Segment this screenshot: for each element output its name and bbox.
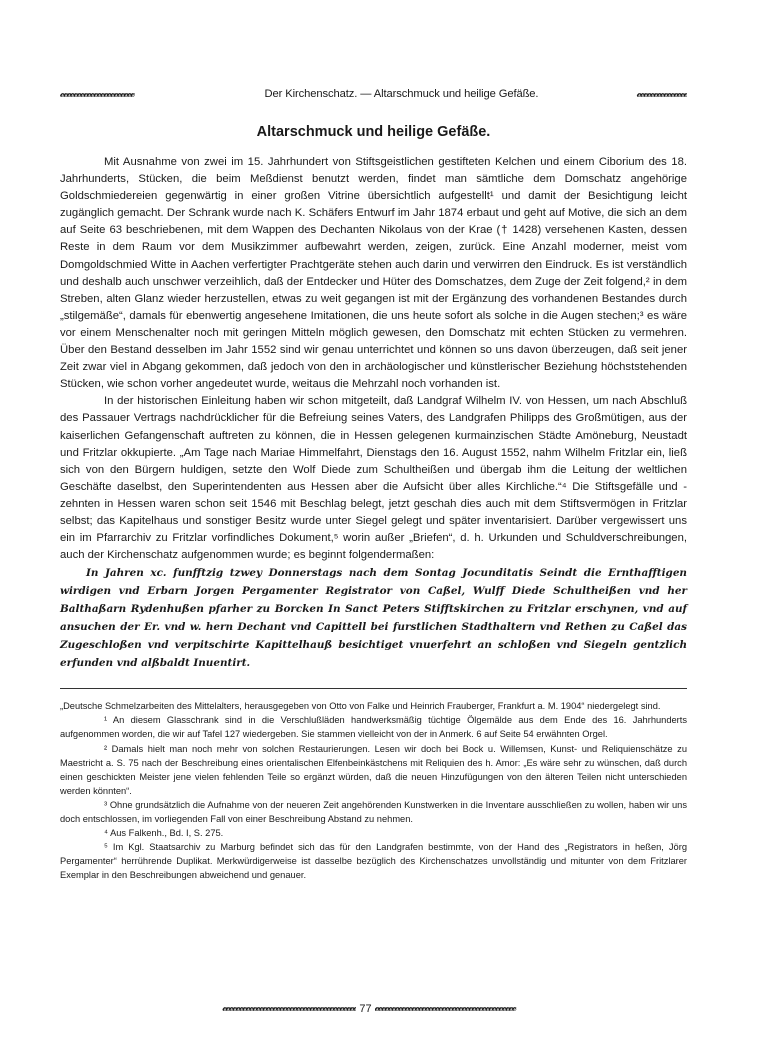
- footnote: „Deutsche Schmelzarbeiten des Mittelalters, herausgegeben von Otto von Falke und Heinrich Frauberger, Frankfurt a. M. 1904“ niedergelegt sind.: [60, 701, 661, 712]
- footer-ornament-left: 𝓮𝓮𝓮𝓮𝓮𝓮𝓮𝓮𝓮𝓮𝓮𝓮𝓮𝓮𝓮𝓮𝓮𝓮𝓮𝓮𝓮𝓮𝓮𝓮𝓮𝓮𝓮𝓮𝓮𝓮𝓮𝓮𝓮𝓮𝓮𝓮𝓮𝓮𝓮𝓮: [222, 1002, 357, 1014]
- footer-ornament-right: 𝓮𝓮𝓮𝓮𝓮𝓮𝓮𝓮𝓮𝓮𝓮𝓮𝓮𝓮𝓮𝓮𝓮𝓮𝓮𝓮𝓮𝓮𝓮𝓮𝓮𝓮𝓮𝓮𝓮𝓮𝓮𝓮𝓮𝓮𝓮𝓮𝓮𝓮𝓮𝓮𝓮𝓮: [374, 1002, 516, 1014]
- running-header: [60, 84, 687, 104]
- paragraph: In der historischen Einleitung haben wir schon mitgeteilt, daß Landgraf Wilhelm IV. von Hessen, um nach Abschluß des Passauer Vertrags nachdrücklicher für die Befreiung seines Vaters, des Landgrafen Philipps des Großmütigen, aus der kaiserlichen Gefangenschaft auftreten zu können, die in Hessen gelegenen kurmainzischen Städte Amöneburg, Neustadt und Fritzlar okkupierte. „Am Tage nach Mariae Himmelfahrt, Dienstags den 16. August 1552, nahm Wilhelm Fritzlar ein, ließ sich von den Bürgern huldigen, setzte den Wolf Diede zum Schultheißen und übergab ihm die Leitung der weltlichen Geschäfte daselbst, den Superintendenten aus Hessen aber die Aufsicht über alles Kirchliche.“⁴ Die Stiftsgefälle und -zehnten in Hessen waren schon seit 1546 mit Beschlag belegt, jetzt geschah dies auch mit dem Stiftsvermögen in Fritzlar selbst; das Kapitelhaus und sonstiger Besitz wurde unter Siegel gelegt und später inventarisiert. Darüber vergewissert uns ein im Pfarrarchiv zu Fritzlar vorfindliches Dokument,⁵ worin außer „Briefen“, d. h. Urkunden und Schuldverschreibungen, auch der Kirchenschatz aufgenommen wurde; es beginnt folgendermaßen:: [60, 395, 687, 562]
- archival-quote: In Jahren xc. funfftzig tzwey Donnerstags nach dem Sontag Jocunditatis Seindt die Ernthafftigen wirdigen vnd Erbarn Jorgen Pergamenter Registrator von Caßel, Wulff Diede Schultheißen vnd her Balthaßarn Rydenhußen pfarher zu Borcken In Sanct Peters Stifftskirchen zu Fritzlar erschynen, vnd auf ansuchen der Er. vnd w. hern Dechant vnd Capittell bei furstlichen Stadthaltern vnd Rethen zu Caßel das Zugeschloßen vnd verpitschirte Kapittelhauß besichtiget vnuerfehrt an schloßen vnd Siegeln gentzlich erfunden vnd alßbaldt Inuentirt.: [60, 567, 687, 670]
- section-title: Altarschmuck und heilige Gefäße.: [256, 124, 491, 140]
- footnote: ⁴ Aus Falkenh., Bd. I, S. 275.: [104, 828, 224, 839]
- paragraph: Mit Ausnahme von zwei im 15. Jahrhundert von Stiftsgeistlichen gestifteten Kelchen und einem Ciborium des 18. Jahrhunderts, Stücken, die beim Meßdienst benutzt werden, findet man sämtliche dem Domschatz angehörige Goldschmiedereien gegenwärtig in einer großen Vitrine übersichtlich aufgestellt¹ und damit der Besichtigung leicht zugänglich gemacht. Der Schrank wurde nach K. Schäfers Entwurf im Jahr 1874 erbaut und geht auf Motive, die sich an dem auf Seite 63 beschriebenen, mit dem Wappen des Dechanten Nikolaus von der Krae († 1428) versehenen Kasten, dessen Reste in dem Raum vor dem Musikzimmer aufbewahrt werden, zeigen, zurück. Eine Anzahl moderner, meist vom Domgoldschmied Witte in Aachen verfertigter Prachtgeräte stehen auch darin und verwirren den Eindruck. Es ist verständlich und deshalb auch unschwer verzeihlich, daß der Entdecker und Hüter des Domschatzes, dem Zuge der Zeit folgend,² in dem Streben, alten Glanz wieder herzustellen, etwas zu weit gegangen ist mit der Ergänzung des vorhandenen Bestandes durch „stilgemäße“, damals für ebenwertig angesehene Imitationen, die uns heute sofort als solche in die Augen stechen;³ es wäre vor einem Menschenalter noch mit geringen Mitteln möglich gewesen, den Domschatz mit echten Stücken zu vermehren. Über den Bestand desselben im Jahr 1552 sind wir genau unterrichtet und können so uns davon überzeugen, daß seit jener Zeit zwar viel in Abgang gekommen, daß jedoch von den in archäologischer und künstlerischer Beziehung höchststehenden Stücken, wie schon vorher angedeutet wurde, weitaus die Mehrzahl noch vorhanden ist.: [60, 156, 687, 391]
- footnote: ⁵ Im Kgl. Staatsarchiv zu Marburg befindet sich das für den Landgrafen bestimmte, von der Hand des „Registrators in heßen, Jörg Pergamenter“ herrührende Duplikat. Merkwürdigerweise ist dasselbe bezüglich des Kirchenschatzes unvollständig und mitunter von dem Fritzlarer Exemplar in den Beschreibungen abweichend und genauer.: [60, 842, 687, 881]
- header-title: Der Kirchenschatz. — Altarschmuck und heilige Gefäße.: [264, 88, 539, 100]
- footnote: ³ Ohne grundsätzlich die Aufnahme von der neueren Zeit angehörenden Kunstwerken in die Inventare ausschließen zu wollen, haben wir uns doch entschlossen, im vorliegenden Fall von einer Beschreibung Abstand zu nehmen.: [60, 799, 687, 824]
- header-ornament-left: 𝓮𝓮𝓮𝓮𝓮𝓮𝓮𝓮𝓮𝓮𝓮𝓮𝓮𝓮𝓮𝓮𝓮𝓮𝓮𝓮𝓮𝓮: [60, 87, 134, 100]
- document-page: [60, 84, 687, 882]
- header-ornament-right: 𝓮𝓮𝓮𝓮𝓮𝓮𝓮𝓮𝓮𝓮𝓮𝓮𝓮𝓮𝓮: [636, 87, 687, 100]
- footnote: ² Damals hielt man noch mehr von solchen Restaurierungen. Lesen wir doch bei Bock u. Willemsen, Kunst- und Reliquienschätze zu Maestricht a. S. 75 nach der Beschreibung eines orientalischen Elfenbeinkästchens mit Reliquien des h. Amor: „Es wäre sehr zu wünschen, daß durch einen geschickten Meister jene vielen fehlenden Teile so ergänzt würden, daß die neuen Hinzufügungen von den älteren Teilen nicht unterschieden werden könnten“.: [60, 743, 687, 796]
- footnotes: [60, 699, 687, 882]
- footnote-divider: [60, 688, 687, 689]
- footnote: ¹ An diesem Glasschrank sind in die Verschlußläden handwerksmäßig tüchtige Ölgemälde aus dem Ende des 16. Jahrhunderts aufgenommen worden, die wir auf Tafel 127 wiedergeben. Sie stammen vielleicht von der in Anmerk. 6 auf Seite 54 erwähnten Orgel.: [60, 715, 687, 740]
- page-number: 77: [359, 1002, 372, 1015]
- page-footer: [60, 1002, 687, 1015]
